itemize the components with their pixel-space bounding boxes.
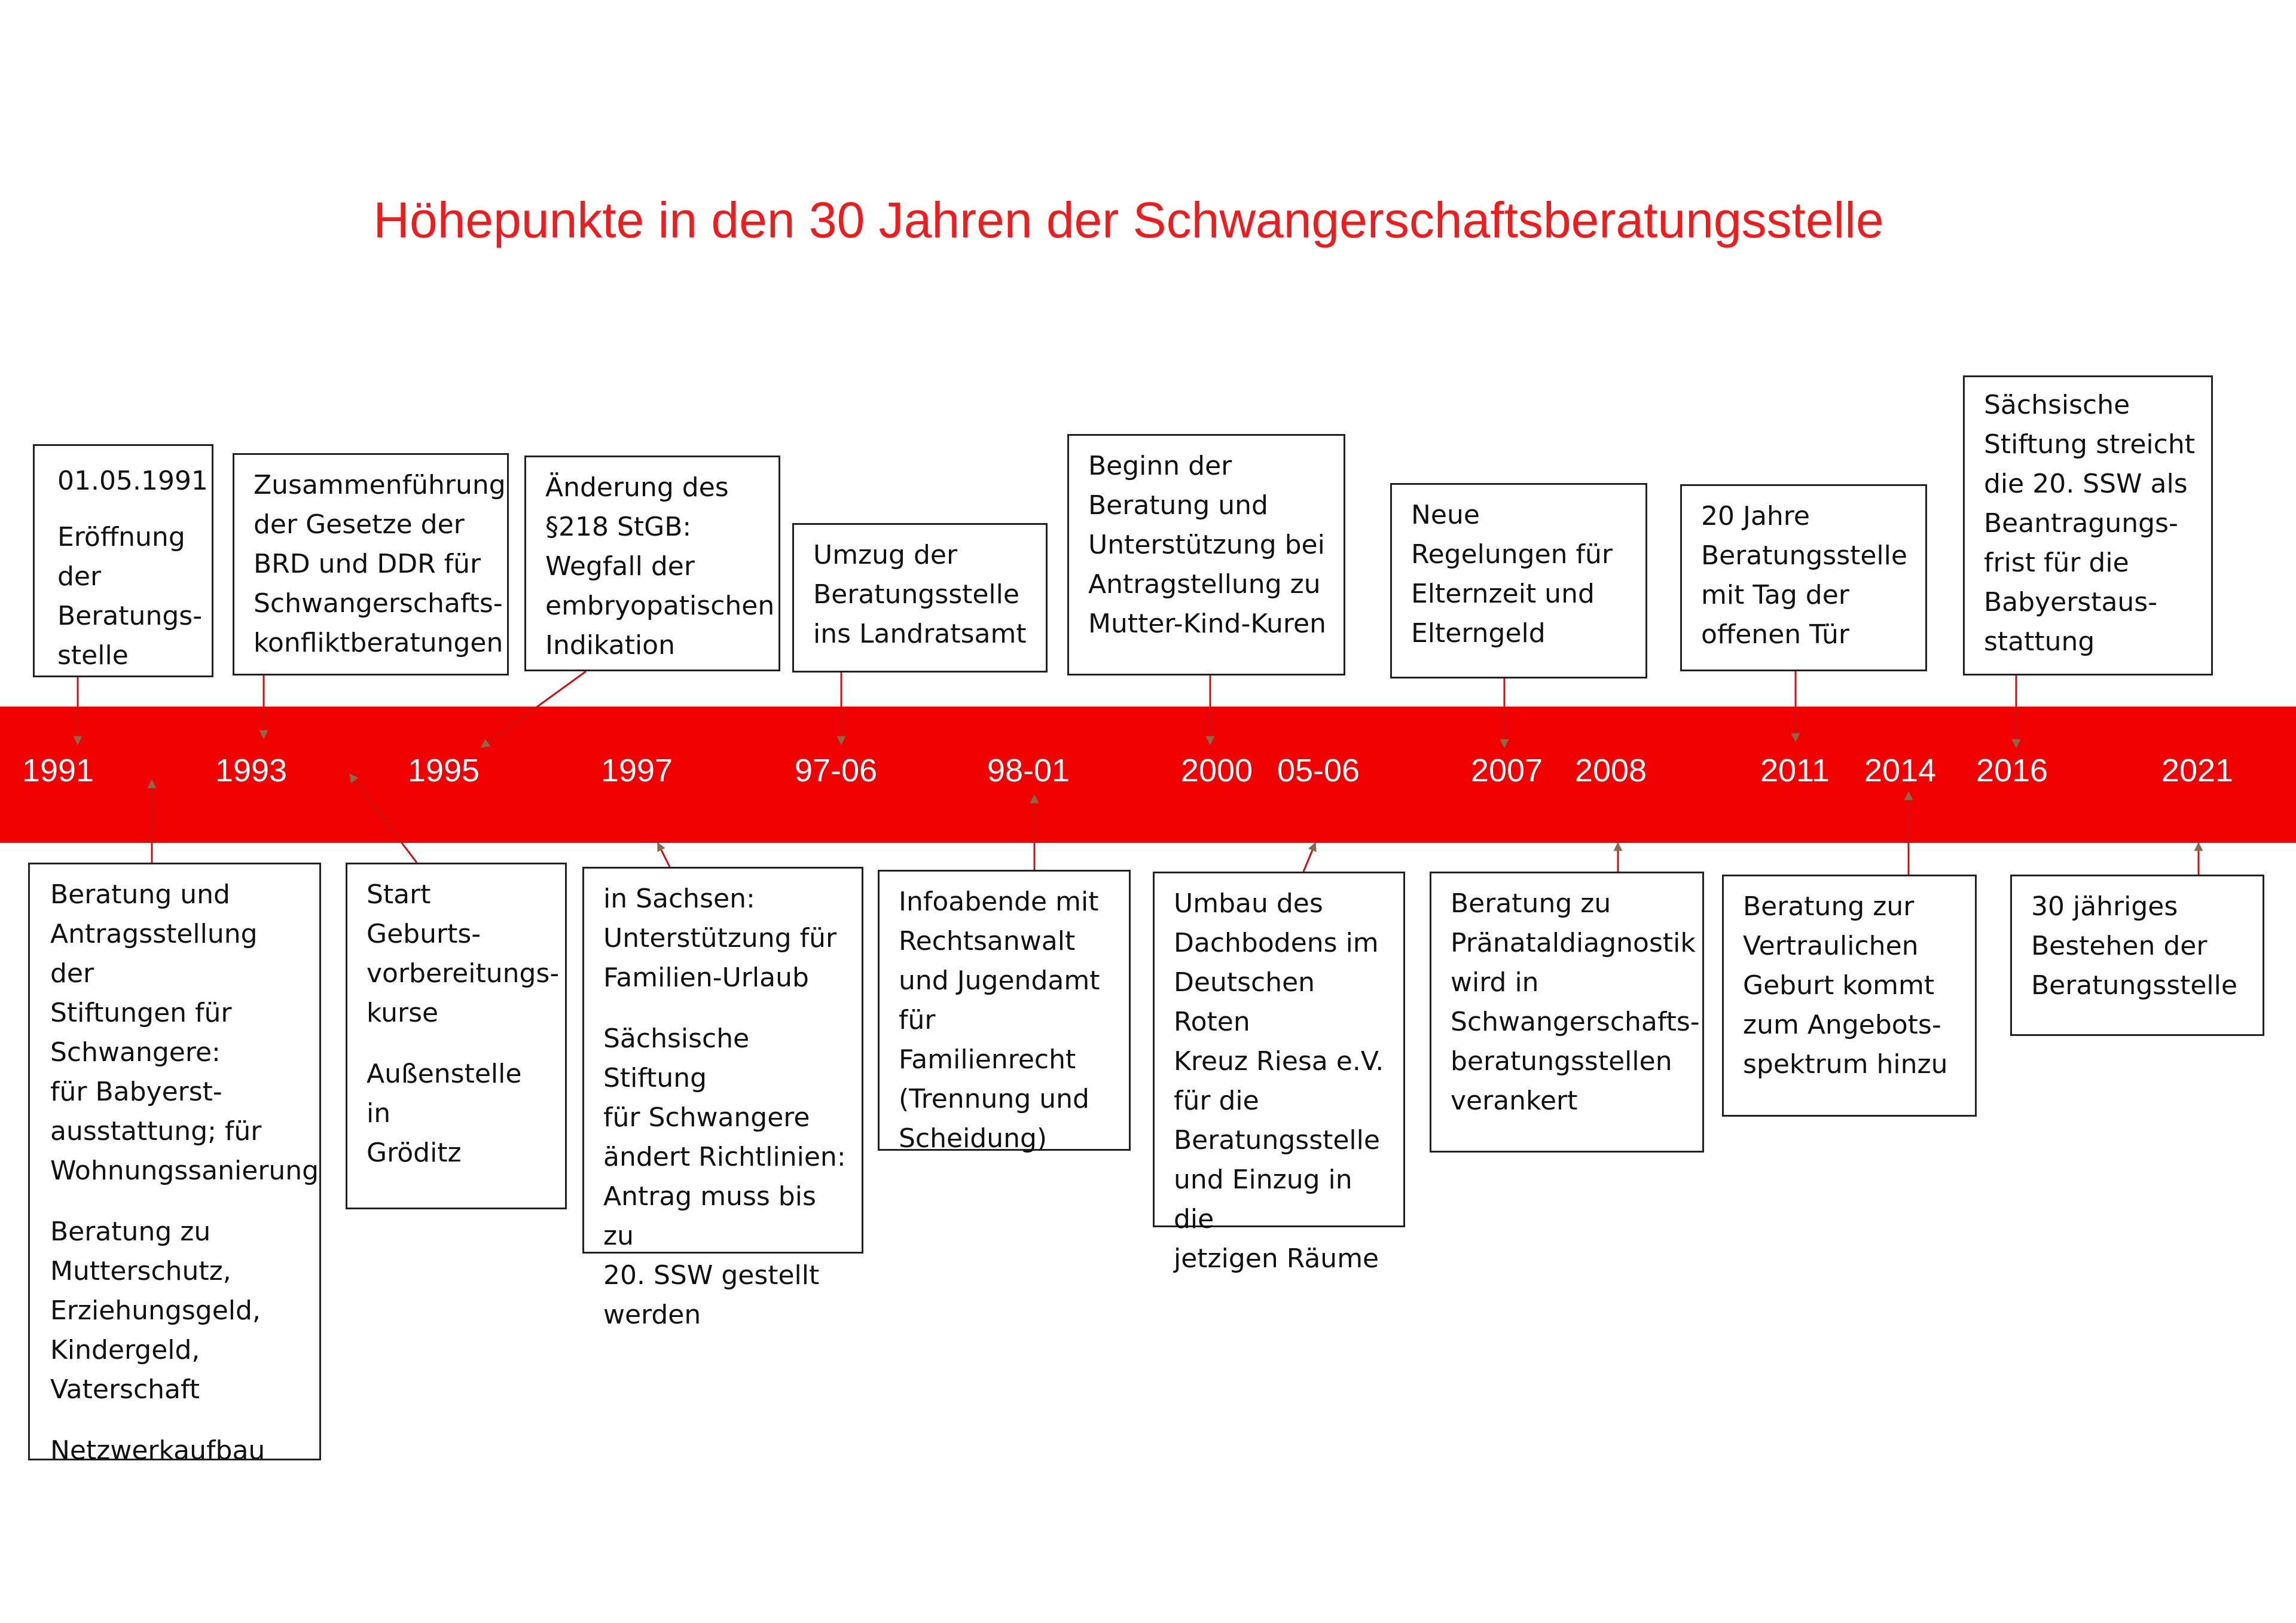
event-box-bottom: [28, 863, 321, 1466]
event-text: Umbau des Dachbodens im Deutschen Roten Kreuz Riesa e.V. für die Beratungsstelle und Einzug in die jetzigen Räume: [1174, 888, 1384, 1274]
year-label: 05-06: [1277, 753, 1360, 788]
event-box-bottom: [1722, 875, 1977, 1117]
event-text: 30 jähriges Bestehen der Beratungsstelle: [2031, 891, 2237, 1001]
event-text: Außenstelle in Gröditz: [367, 1059, 522, 1168]
event-box-top: [524, 456, 780, 671]
event-box-top: [1390, 483, 1647, 678]
event-box-bottom: [2010, 875, 2264, 1036]
connector-arrow: [658, 843, 670, 867]
event-box-top: [33, 444, 213, 677]
event-text: 20 Jahre Beratungsstelle mit Tag der offenen Tür: [1701, 501, 1907, 650]
event-text: in Sachsen: Unterstützung für Familien-Urlaub: [603, 884, 837, 993]
connector-arrow: [1303, 843, 1315, 872]
event-box-bottom: [346, 863, 567, 1209]
year-label: 1997: [600, 753, 673, 788]
event-text: Beginn der Beratung und Unterstützung bei Antragstellung zu Mutter-Kind-Kuren: [1088, 451, 1326, 639]
year-label: 2016: [1976, 753, 2048, 788]
event-box-top: [1067, 434, 1345, 676]
year-label: 98-01: [987, 753, 1070, 788]
year-label: 2014: [1864, 753, 1937, 788]
event-text: Beratung zu Mutterschutz, Erziehungsgeld, Kindergeld, Vaterschaft: [50, 1217, 261, 1405]
year-label: 2021: [2161, 753, 2234, 788]
event-text: 01.05.1991: [57, 466, 208, 496]
year-label: 1993: [215, 753, 288, 788]
event-text: Sächsische Stiftung streicht die 20. SSW als Beantragungs- frist für die Babyerstaus- stattung: [1984, 390, 2195, 657]
event-box-bottom: [1153, 872, 1405, 1274]
year-label: 2007: [1470, 753, 1543, 788]
event-box-top: [1680, 484, 1927, 671]
event-box-top: [233, 453, 509, 676]
event-text: Infoabende mit Rechtsanwalt und Jugendamt für Familienrecht (Trennung und Scheidung): [899, 887, 1100, 1154]
year-label: 1995: [407, 753, 480, 788]
event-text: Eröffnung der Beratungs- stelle: [57, 522, 203, 671]
year-label: 2000: [1180, 753, 1253, 788]
event-text: Netzwerkaufbau: [50, 1435, 265, 1466]
event-box-top: [1963, 375, 2213, 676]
event-text: Sächsische Stiftung für Schwangere ändert Richtlinien: Antrag muss bis zu 20. SSW gestellt werden: [603, 1023, 846, 1330]
year-label: 2008: [1574, 753, 1647, 788]
event-box-bottom: [878, 870, 1131, 1154]
event-text: Neue Regelungen für Elternzeit und Elterngeld: [1411, 500, 1613, 649]
connector-arrow: [350, 774, 417, 863]
event-box-bottom: [1430, 872, 1704, 1153]
year-label: 2011: [1760, 753, 1830, 788]
event-box-bottom: [582, 867, 863, 1330]
event-text: Beratung zu Pränataldiagnostik wird in Schwangerschafts- beratungsstellen verankert: [1451, 888, 1700, 1116]
event-text: Beratung zur Vertraulichen Geburt kommt zum Angebots- spektrum hinzu: [1743, 891, 1948, 1080]
connector-arrow: [481, 671, 586, 747]
event-box-top: [792, 523, 1048, 673]
event-text: Umzug der Beratungsstelle ins Landratsamt: [813, 540, 1027, 649]
event-text: Zusammenführung der Gesetze der BRD und DDR für Schwangerschafts- konfliktberatungen: [254, 470, 506, 658]
event-text: Änderung des §218 StGB: Wegfall der embryopatischen Indikation: [545, 472, 775, 661]
year-label: 1991: [22, 753, 94, 788]
page-title: Höhepunkte in den 30 Jahren der Schwangerschaftsberatungsstelle: [373, 192, 1884, 248]
event-text: Beratung und Antragsstellung der Stiftungen für Schwangere: für Babyerst- ausstattung; für Wohnungssanierung: [50, 879, 319, 1186]
year-label: 97-06: [794, 753, 878, 788]
event-text: Start Geburts- vorbereitungs- kurse: [367, 879, 560, 1028]
